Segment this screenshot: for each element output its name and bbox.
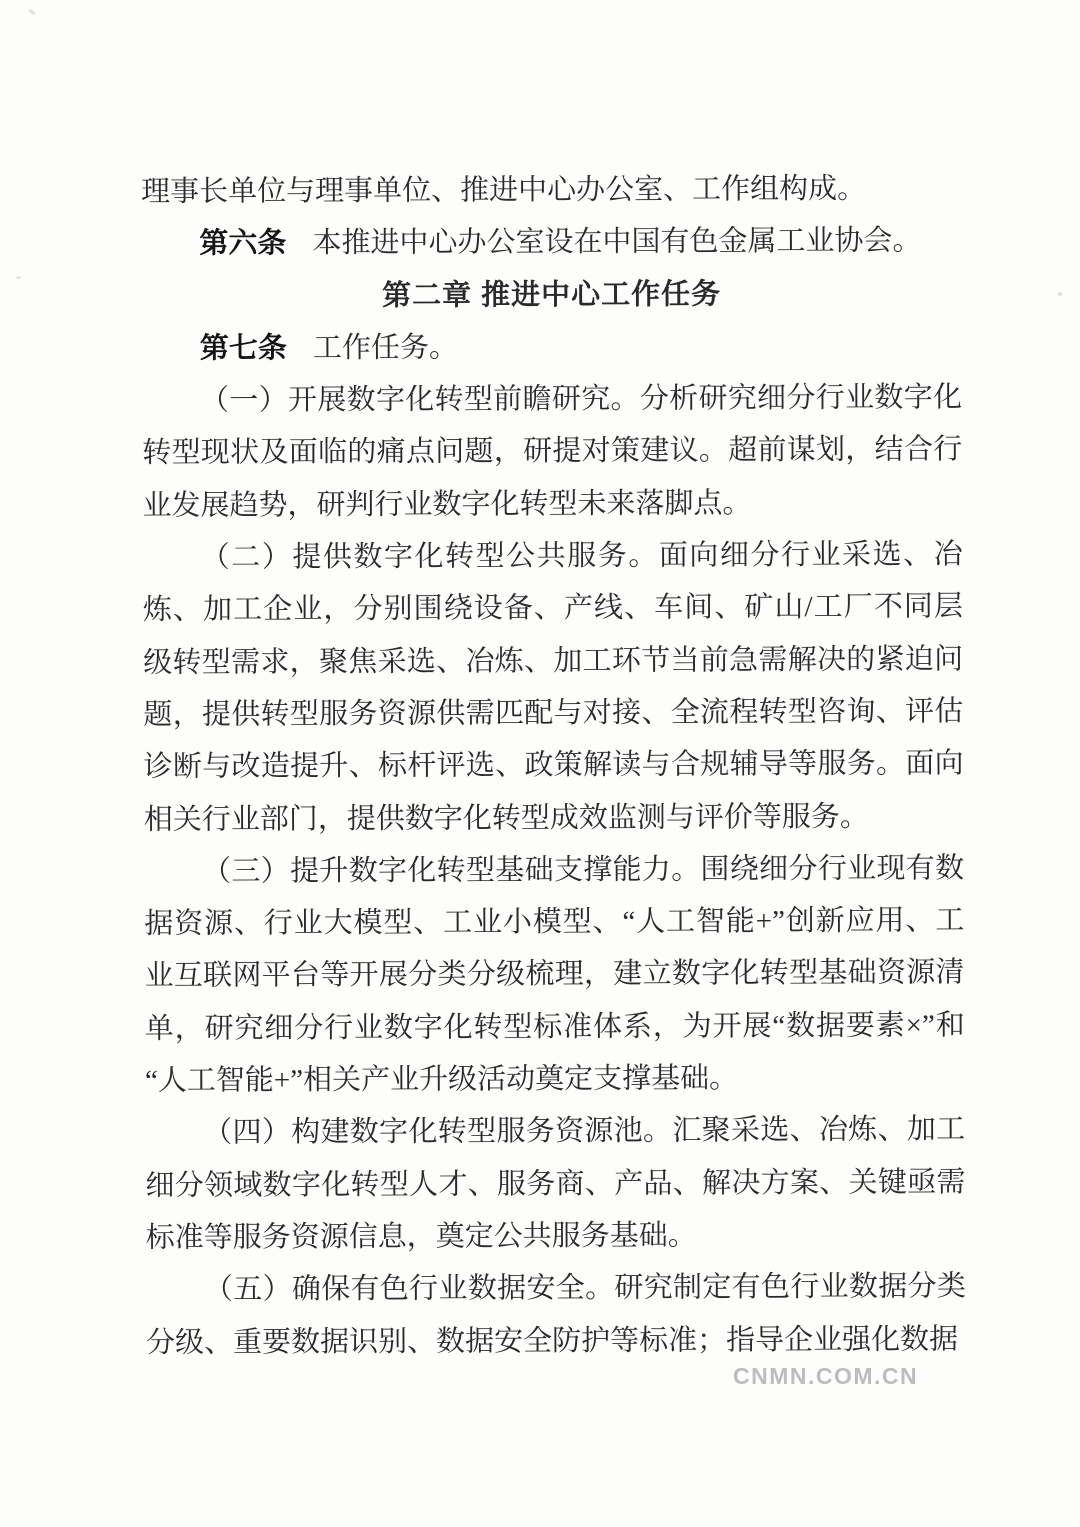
work-task-paragraph-5: （五）确保有色行业数据安全。研究制定有色行业数据分类分级、重要数据识别、数据安全防护等标准；指导企业强化数据	[146, 1270, 966, 1359]
work-task-paragraph-1: （一）开展数字化转型前瞻研究。分析研究细分行业数字化转型现状及面临的痛点问题，研提对策建议。超前谋划，结合行业发展趋势，研判行业数字化转型未来落脚点。	[142, 381, 963, 522]
scan-noise-speck	[28, 8, 37, 16]
scan-noise-speck	[16, 276, 21, 279]
work-task-paragraph-4: （四）构建数字化转型服务资源池。汇聚采选、冶炼、加工细分领域数字化转型人才、服务商、产品、解决方案、关键亟需标准等服务资源信息，奠定公共服务基础。	[145, 1113, 966, 1254]
article-6-label: 第六条	[199, 227, 287, 261]
paragraph-continuation: 理事长单位与理事单位、推进中心办公室、工作组构成。	[141, 172, 867, 208]
paragraph-article-7	[142, 319, 962, 375]
paragraph-article-6	[141, 215, 961, 271]
article-6-text: 本推进中心办公室设在中国有色金属工业协会。	[312, 224, 922, 260]
work-task-paragraph-3: （三）提升数字化转型基础支撑能力。围绕细分行业现有数据资源、行业大模型、工业小模型、“人工智能+”创新应用、工业互联网平台等开展分类分级梳理，建立数字化转型基础资源清单，研究细分行业数字化转型标准体系，为开展“数据要素×”和“人工智能+”相关产业升级活动奠定支撑基础。	[144, 852, 965, 1098]
article-7-label: 第七条	[199, 332, 287, 365]
chapter-2-heading: 第二章 推进中心工作任务	[381, 278, 722, 312]
article-7-text: 工作任务。	[312, 331, 458, 365]
scan-noise-speck	[1058, 292, 1062, 296]
site-watermark: CNMN.COM.CN	[733, 1363, 919, 1389]
document-body	[141, 162, 966, 1368]
work-task-paragraph-2: （二）提供数字化转型公共服务。面向细分行业采选、冶炼、加工企业，分别围绕设备、产线、车间、矿山/工厂不同层级转型需求，聚焦采选、冶炼、加工环节当前急需解决的紧迫问题，提供转型服务资源供需匹配与对接、全流程转型咨询、评估诊断与改造提升、标杆评选、政策解读与合规辅导等服务。面向相关行业部门，提供数字化转型成效监测与评价等服务。	[142, 538, 964, 836]
